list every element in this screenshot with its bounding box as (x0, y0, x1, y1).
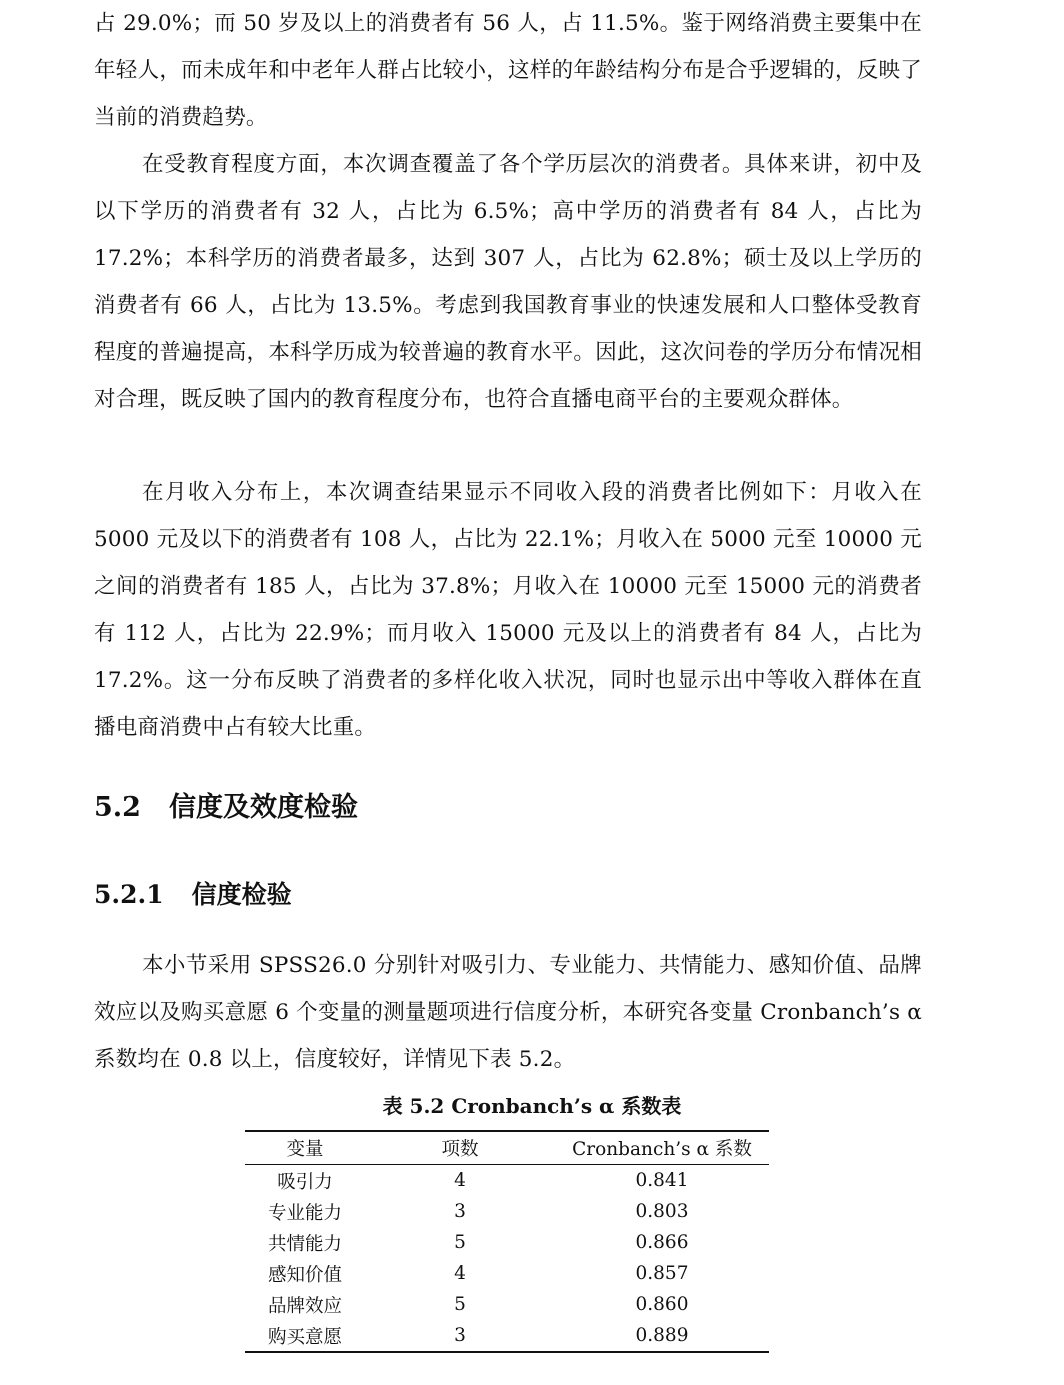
paragraph-reliability-analysis: 本小节采用 SPSS26.0 分别针对吸引力、专业能力、共情能力、感知价值、品牌效应以及购买意愿 6 个变量的测量题项进行信度分析，本研究各变量 Cronbanch’s α 系数均在 0.8 以上，信度较好，详情见下表 5.2。 (94, 953, 922, 1072)
paragraph-education-distribution: 在受教育程度方面，本次调查覆盖了各个学历层次的消费者。具体来讲，初中及以下学历的消费者有 32 人，占比为 6.5%；高中学历的消费者有 84 人，占比为 17.2%；本科学历的消费者最多，达到 307 人，占比为 62.8%；硕士及以上学历的消费者有 66 人，占比为 13.5%。考虑到我国教育事业的快速发展和人口整体受教育程度的普遍提高，本科学历成为较普遍的教育水平。因此，这次问卷的学历分布情况相对合理，既反映了国内的教育程度分布，也符合直播电商平台的主要观众群体。 (94, 152, 922, 412)
section-number: 5.2 (94, 792, 141, 823)
cell-alpha: 0.803 (635, 1201, 689, 1222)
cell-variable: 购买意愿 (245, 1320, 365, 1352)
paragraph-income-distribution: 在月收入分布上，本次调查结果显示不同收入段的消费者比例如下：月收入在 5000 元及以下的消费者有 108 人，占比为 22.1%；月收入在 5000 元至 10000 元之间的消费者有 185 人，占比为 37.8%；月收入在 10000 元至 15000 元的消费者有 112 人，占比为 22.9%；而月收入 15000 元及以上的消费者有 84 人，占比为 17.2%。这一分布反映了消费者的多样化收入状况，同时也显示出中等收入群体在直播电商消费中占有较大比重。 (94, 480, 922, 740)
cell-variable: 吸引力 (277, 1171, 333, 1193)
subsection-number: 5.2.1 (94, 880, 164, 909)
cell-variable: 感知价值 (267, 1264, 342, 1286)
cell-alpha: 0.857 (635, 1263, 689, 1284)
cell-variable: 共情能力 (267, 1233, 342, 1255)
cell-alpha: 0.841 (635, 1170, 689, 1191)
cell-alpha: 0.866 (635, 1232, 689, 1253)
header-variable: 变量 (245, 1131, 365, 1165)
header-alpha: Cronbanch’s α 系数 (555, 1131, 769, 1165)
cell-variable: 专业能力 (267, 1202, 342, 1224)
table-caption: 表 5.2 Cronbanch’s α 系数表 (382, 1094, 682, 1118)
subsection-heading-5-2-1 (94, 879, 292, 911)
cell-item-count: 4 (454, 1263, 466, 1284)
section-heading-5-2 (94, 791, 358, 825)
cell-variable: 品牌效应 (267, 1295, 342, 1317)
cell-item-count: 3 (454, 1201, 466, 1222)
table-row (245, 1227, 769, 1258)
cell-item-count: 5 (454, 1232, 466, 1253)
header-item-count: 项数 (365, 1131, 555, 1165)
section-title: 信度及效度检验 (168, 792, 358, 823)
table-row (245, 1165, 769, 1197)
cell-item-count: 4 (454, 1170, 466, 1191)
table-header-row (245, 1131, 769, 1165)
subsection-title: 信度检验 (191, 880, 292, 909)
cell-alpha: 0.889 (555, 1320, 769, 1352)
cell-alpha: 0.860 (635, 1294, 689, 1315)
cell-item-count: 3 (365, 1320, 555, 1352)
table-row (245, 1289, 769, 1320)
paragraph-age-distribution: 占 29.0%；而 50 岁及以上的消费者有 56 人，占 11.5%。鉴于网络消费主要集中在年轻人，而未成年和中老年人群占比较小，这样的年龄结构分布是合乎逻辑的，反映了当前的消费趋势。 (94, 11, 922, 130)
cronbach-alpha-table (245, 1130, 769, 1353)
table-row (245, 1258, 769, 1289)
cell-item-count: 5 (454, 1294, 466, 1315)
table-row (245, 1320, 769, 1352)
table-row (245, 1196, 769, 1227)
